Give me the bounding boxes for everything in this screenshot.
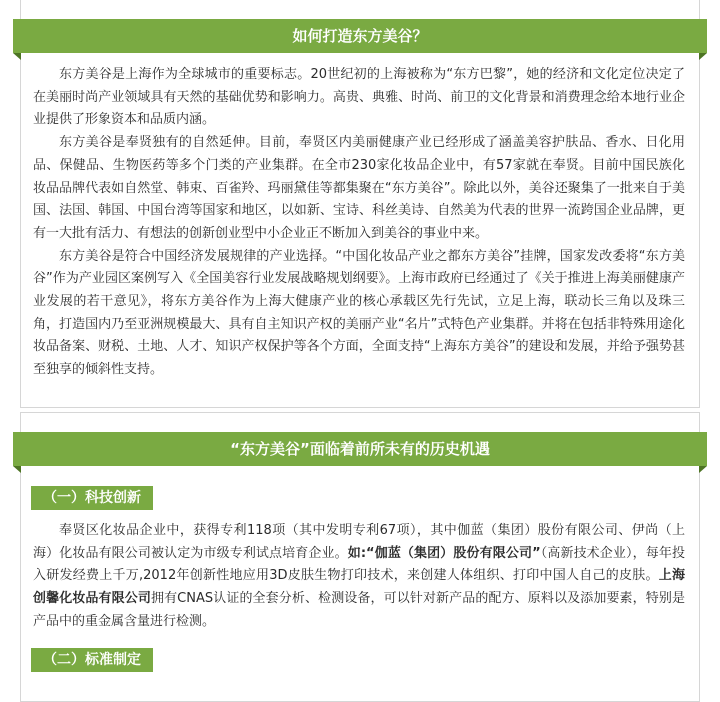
section-body bbox=[33, 520, 685, 634]
subheading-standards: （二）标准制定 bbox=[31, 648, 153, 672]
highlight-company: 上海创馨化妆品有限公司 bbox=[33, 568, 685, 607]
paragraph: 东方美谷是上海作为全球城市的重要标志。20世纪初的上海被称为“东方巴黎”，她的经济和文化定位决定了在美丽时尚产业领域具有天然的基础优势和影响力。高贵、典雅、时尚、前卫的文化背景和消费理念给本地行业企业提供了形象资本和品质内涵。 bbox=[33, 67, 685, 128]
section-title-banner: 如何打造东方美谷？ bbox=[13, 19, 707, 53]
section-card-opportunity bbox=[20, 412, 700, 702]
paragraph bbox=[33, 520, 685, 634]
text-span: 拥有CNAS认证的全套分析、检测设备，可以针对新产品的配方、原料以及添加要素，特别是产品中的重金属含量进行检测。 bbox=[33, 591, 685, 629]
text-span: 奉贤区化妆品企业中，获得专利118项（其中发明专利67项），其中伽蓝（集团）股份有限公司、伊尚（上海）化妆品有限公司被认定为市级专利试点培育企业。 bbox=[33, 523, 685, 561]
text-span: （高新技术企业），每年投入研发经费上千万,2012年创新性地应用3D皮肤生物打印技术，来创建人体组织、打印中国人自己的皮肤。 bbox=[33, 545, 685, 584]
paragraph: 东方美谷是符合中国经济发展规律的产业选择。“中国化妆品产业之都东方美谷”挂牌，国家发改委将“东方美谷”作为产业园区案例写入《全国美容行业发展战略规划纲要》。上海市政府已经通过了《关于推进上海美丽健康产业发展的若干意见》，将东方美谷作为上海大健康产业的核心承载区先行先试，立足上海，联动长三角以及珠三角，打造国内乃至亚洲规模最大、具有自主知识产权的美丽产业“名片”式特色产业集群。并将在包括非特殊用途化妆品备案、财税、土地、人才、知识产权保护等各个方面，全面支持“上海东方美谷”的建设和发展，并给予强势甚至独享的倾斜性支持。 bbox=[33, 248, 685, 378]
section-card-how-to-build bbox=[20, 0, 700, 408]
section-title-banner: “东方美谷”面临着前所未有的历史机遇 bbox=[13, 432, 707, 466]
subheading-tech-innovation: （一）科技创新 bbox=[31, 486, 153, 510]
paragraph: 东方美谷是奉贤独有的自然延伸。目前，奉贤区内美丽健康产业已经形成了涵盖美容护肤品、香水、日化用品、保健品、生物医药等多个门类的产业集群。在全市230家化妆品企业中，有57家就在奉贤。目前中国民族化妆品品牌代表如自然堂、韩束、百雀羚、玛丽黛佳等都集聚在“东方美谷”。除此以外，美谷还聚集了一批来自于美国、法国、韩国、中国台湾等国家和地区，以如新、宝诗、科丝美诗、自然美为代表的世界一流跨国企业品牌，更有一大批有活力、有想法的创新创业型中小企业正不断加入到美谷的事业中来。 bbox=[33, 135, 685, 241]
highlight-company: 如:“伽蓝（集团）股份有限公司” bbox=[347, 545, 541, 561]
section-body bbox=[33, 64, 685, 382]
